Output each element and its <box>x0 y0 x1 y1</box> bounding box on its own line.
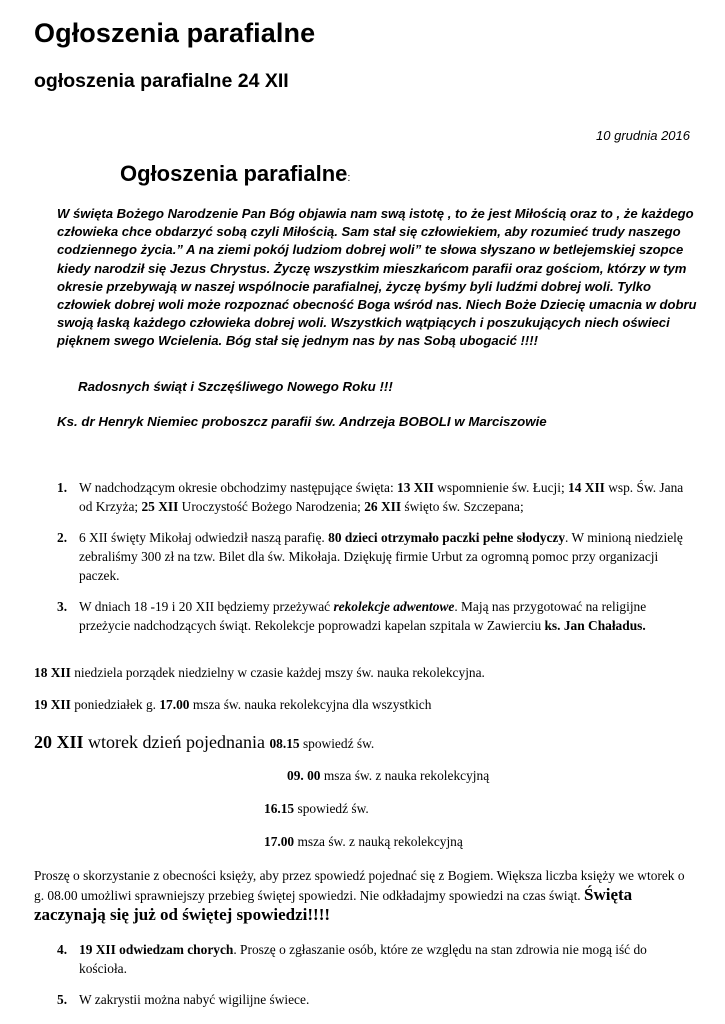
post-date: 10 grudnia 2016 <box>596 128 690 143</box>
schedule-day: 19 XII <box>34 697 71 712</box>
announcement-item-5 <box>57 990 697 1009</box>
text: 6 XII święty Mikołaj odwiedził naszą parafię. <box>79 530 329 545</box>
text: . Mają nas przygotować na religijne przeżycie nadchodzących świąt. Rekolekcje poprowadzi kapelan szpitala w Zawierciu <box>79 599 647 633</box>
date-bold: 26 XII <box>364 499 402 514</box>
schedule-text: msza św. z nauka rekolekcyjną <box>320 768 490 783</box>
schedule-text: spowiedź św. <box>294 801 369 816</box>
announcement-item-4 <box>57 940 697 978</box>
letter-wishes: Radosnych świąt i Szczęśliwego Nowego Roku !!! <box>78 379 393 394</box>
schedule-text: msza św. z nauką rekolekcyjną <box>294 834 463 849</box>
schedule-time: 16.15 <box>264 801 295 816</box>
item-number: 4. <box>57 942 68 957</box>
item-number: 2. <box>57 530 68 545</box>
text: wsp. Św. Jana od Krzyża; <box>79 480 684 514</box>
schedule-20 <box>34 732 374 753</box>
letter-signature: Ks. dr Henryk Niemiec proboszcz parafii św. Andrzeja BOBOLI w Marciszowie <box>57 414 547 429</box>
date-bold: 13 XII <box>397 480 434 495</box>
item-number: 1. <box>57 480 68 495</box>
text: . W minioną niedzielę zebraliśmy 300 zł na tzw. Bilet dla św. Mikołaja. Dziękuję firmie Urbut za ogromną pomoc przy organizacji paczek. <box>79 530 683 583</box>
announcement-item-1 <box>57 478 697 516</box>
date-bold: 14 XII <box>568 480 605 495</box>
text: W zakrystii można nabyć wigilijne świece. <box>79 992 310 1007</box>
letter-heading-colon: : <box>347 172 351 184</box>
schedule-time: 08.15 <box>269 736 300 751</box>
emphasis-text: Święta zaczynają się już od świętej spowiedzi!!!! <box>34 885 633 924</box>
highlight-bold: 19 XII odwiedzam chorych <box>79 942 234 957</box>
text: . Proszę o zgłaszanie osób, które ze względu na stan zdrowia nie mogą iść do kościoła. <box>79 942 647 976</box>
item-number: 5. <box>57 992 68 1007</box>
schedule-text: msza św. nauka rekolekcyjna dla wszystkich <box>189 697 432 712</box>
schedule-18 <box>34 665 485 681</box>
schedule-time: 17.00 <box>159 697 190 712</box>
text: wspomnienie św. Łucji; <box>433 480 569 495</box>
page-title: Ogłoszenia parafialne <box>34 18 316 48</box>
schedule-text: poniedziałek g. <box>70 697 160 712</box>
text: święto św. Szczepana; <box>401 499 524 514</box>
highlight-bold: ks. Jan Chaładus. <box>544 618 646 633</box>
schedule-day: 18 XII <box>34 665 71 680</box>
item-number: 3. <box>57 599 68 614</box>
schedule-20-slot-3 <box>264 801 369 817</box>
letter-body: W święta Bożego Narodzenie Pan Bóg objawia nam swą istotę , to że jest Miłością oraz to , że każdego człowieka chce obdarzyć sobą czyli Miłością. Sam stał się człowiekiem, aby rozumieć trudy naszego codziennego życia.” A na ziemi pokój ludziom dobrej woli” te słowa słyszano w betlejemskiej szopce kiedy narodził się Jezus Chrystus. Życzę wszystkim mieszkańcom parafii oraz gościom, którzy w tym okresie przebywają w naszej wspólnocie parafialnej, życzę byśmy byli ludźmi dobrej woli. Tylko człowiek dobrej woli może rozpoznać obecność Boga wśród nas. Niech Boże Dziecię umacnia w dobru swoją łaską każdego człowieka dobrej woli. Wszystkich wątpiących i poszukujących niech oświeci pięknem swego Wcielenia. Bóg stał się jednym nas by nas Sobą ubogacić !!!! <box>57 206 697 349</box>
schedule-text: spowiedź św. <box>299 736 375 751</box>
date-bold: 25 XII <box>141 499 179 514</box>
schedule-text: niedziela porządek niedzielny w czasie każdej mszy św. nauka rekolekcyjna. <box>70 665 485 680</box>
highlight-bold-italic: rekolekcje adwentowe <box>333 599 455 614</box>
highlight-bold: 80 dzieci otrzymało paczki pełne słodyczy <box>328 530 566 545</box>
schedule-time: 17.00 <box>264 834 295 849</box>
post-title: ogłoszenia parafialne 24 XII <box>34 70 289 92</box>
letter-heading <box>120 161 350 187</box>
letter-heading-text: Ogłoszenia parafialne <box>120 161 348 186</box>
schedule-20-slot-2 <box>287 768 489 784</box>
text: W nadchodzącym okresie obchodzimy następujące święta: <box>79 480 398 495</box>
text: W dniach 18 -19 i 20 XII będziemy przeżywać <box>79 599 334 614</box>
text: Uroczystość Bożego Narodzenia; <box>178 499 365 514</box>
announcement-item-3 <box>57 597 697 635</box>
schedule-day: 20 XII <box>34 732 84 752</box>
confession-note <box>34 866 694 925</box>
schedule-20-slot-4 <box>264 834 463 850</box>
schedule-time: 09. 00 <box>287 768 321 783</box>
schedule-text: wtorek dzień pojednania <box>83 732 270 752</box>
text: Proszę o skorzystanie z obecności księży, aby przez spowiedź pojednać się z Bogiem. Większa liczba księży we wtorek o g. 08.00 umożliwi sprawniejszy przebieg świętej spowiedzi. Nie odkładajmy spowiedzi na czas świąt. <box>34 868 685 903</box>
announcement-item-2 <box>57 528 697 585</box>
schedule-19 <box>34 697 431 713</box>
